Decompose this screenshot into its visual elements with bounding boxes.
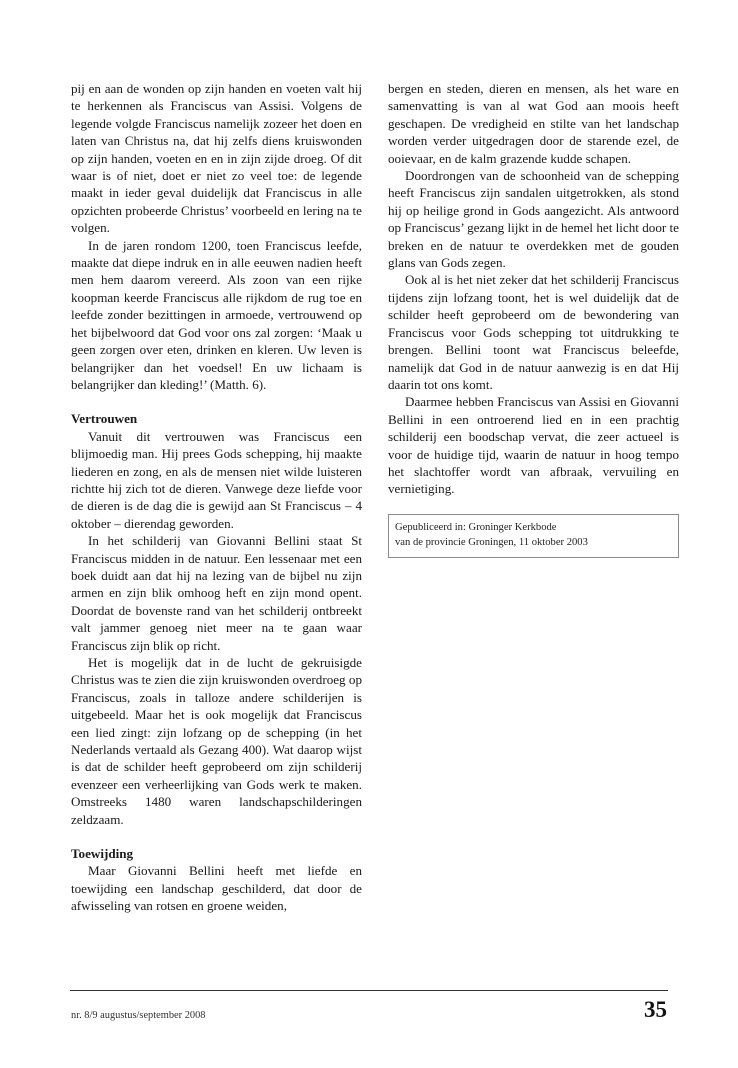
paragraph: In de jaren rondom 1200, toen Franciscus leefde, maakte dat diepe indruk en in alle eeuwen nadien heeft men hem daarom vereerd. Als zoon van een rijke koopman keerde Franciscus alle rijkdom de rug toe en leefde zonder bezittingen in armoede, vertrouwend op het bijbelwoord dat God voor ons zal zorgen: ‘Maak u geen zorgen over eten, drinken en kleren. Uw leven is belangrijker dan het voedsel! En uw lichaam is belangrijker dan kleding!’ (Matth. 6). xyxy=(71,237,362,392)
paragraph: Vanuit dit vertrouwen was Franciscus een blijmoedig man. Hij prees Gods schepping, hij maakte liederen en zong, en als de mensen niet wilde luisteren richtte hij zich tot de dieren. Vanwege deze liefde voor de dieren is de dag die is gewijd aan St Franciscus – 4 oktober – dierendag geworden. xyxy=(71,428,362,531)
source-line: Gepubliceerd in: Groninger Kerkbode xyxy=(395,521,557,533)
source-line: van de provincie Groningen, 11 oktober 2003 xyxy=(395,537,588,549)
paragraph: Doordrongen van de schoonheid van de schepping heeft Franciscus zijn sandalen uitgetrokken, als stond hij op heilige grond in Gods aangezicht. Als antwoord op Franciscus’ gezang lijkt in de hemel het licht door te breken en de natuur te overdekken met de gouden glans van Gods zegen. xyxy=(388,168,679,271)
page-number: 35 xyxy=(644,997,667,1022)
paragraph: pij en aan de wonden op zijn handen en voeten valt hij te herkennen als Franciscus van Assisi. Volgens de legende volgde Franciscus namelijk zozeer het doen en laten van Christus na, dat hij zelfs diens kruiswonden op zijn handen, voeten en en in zijn zijde droeg. Of dit waar is of niet, doet er niet zo veel toe: de legende maakt in ieder geval duidelijk dat Franciscus in alle opzichten probeerde Christus’ voorbeeld en lering na te volgen. xyxy=(71,81,362,236)
paragraph: Maar Giovanni Bellini heeft met liefde en toewijding een landschap geschilderd, dat door de afwisseling van rotsen en groene weiden, xyxy=(71,863,362,914)
paragraph: Het is mogelijk dat in de lucht de gekruisigde Christus was te zien die zijn kruiswonden overdroeg op Franciscus, zoals in talloze andere schilderijen is uitgebeeld. Maar het is ook mogelijk dat Franciscus een lied zingt: zijn lofzang op de schepping (in het Nederlands vertaald als Gezang 400). Wat daarop wijst is dat de schilder heeft geprobeerd om zijn schilderij evenzeer een verheerlijking van Gods werk te maken. Omstreeks 1480 waren landschapschilderingen zeldzaam. xyxy=(71,655,362,827)
issue-label: nr. 8/9 augustus/september 2008 xyxy=(71,1010,206,1021)
paragraph: In het schilderij van Giovanni Bellini staat St Franciscus midden in de natuur. Een lessenaar met een boek duidt aan dat hij na lezing van de bijbel nu zijn armen en zijn blik omhoog heft en zijn mond opent. Doordat de bovenste rand van het schilderij ontbreekt valt jammer genoeg niet meer na te gaan waar Franciscus zijn blik op richt. xyxy=(71,533,362,653)
paragraph: Daarmee hebben Franciscus van Assisi en Giovanni Bellini in een ontroerend lied en in een prachtig schilderij een boodschap vervat, die zeer actueel is voor de huidige tijd, waarin de natuur in hoog tempo het slachtoffer wordt van afbraak, vervuiling en vernietiging. xyxy=(388,394,679,497)
paragraph: Ook al is het niet zeker dat het schilderij Franciscus tijdens zijn lofzang toont, het is wel duidelijk dat de schilder heeft geprobeerd om de bewondering van Franciscus voor Gods schepping tot uitdrukking te brengen. Bellini toont wat Franciscus beleefde, namelijk dat God in de natuur aanwezig is en dat Hij daarin tot ons komt. xyxy=(388,272,679,392)
footer-rule xyxy=(70,990,668,991)
source-box xyxy=(388,514,679,558)
paragraph: bergen en steden, dieren en mensen, als het ware en samenvatting is van al wat God aan moois heeft geschapen. De vredigheid en stilte van het landschap worden verder uitgedragen door de starende ezel, de ooievaar, en de kalm grazende kudde schapen. xyxy=(388,81,679,166)
right-column xyxy=(388,80,679,558)
left-column xyxy=(71,80,362,915)
section-heading-toewijding: Toewijding xyxy=(71,846,134,862)
section-heading-vertrouwen: Vertrouwen xyxy=(71,411,138,427)
